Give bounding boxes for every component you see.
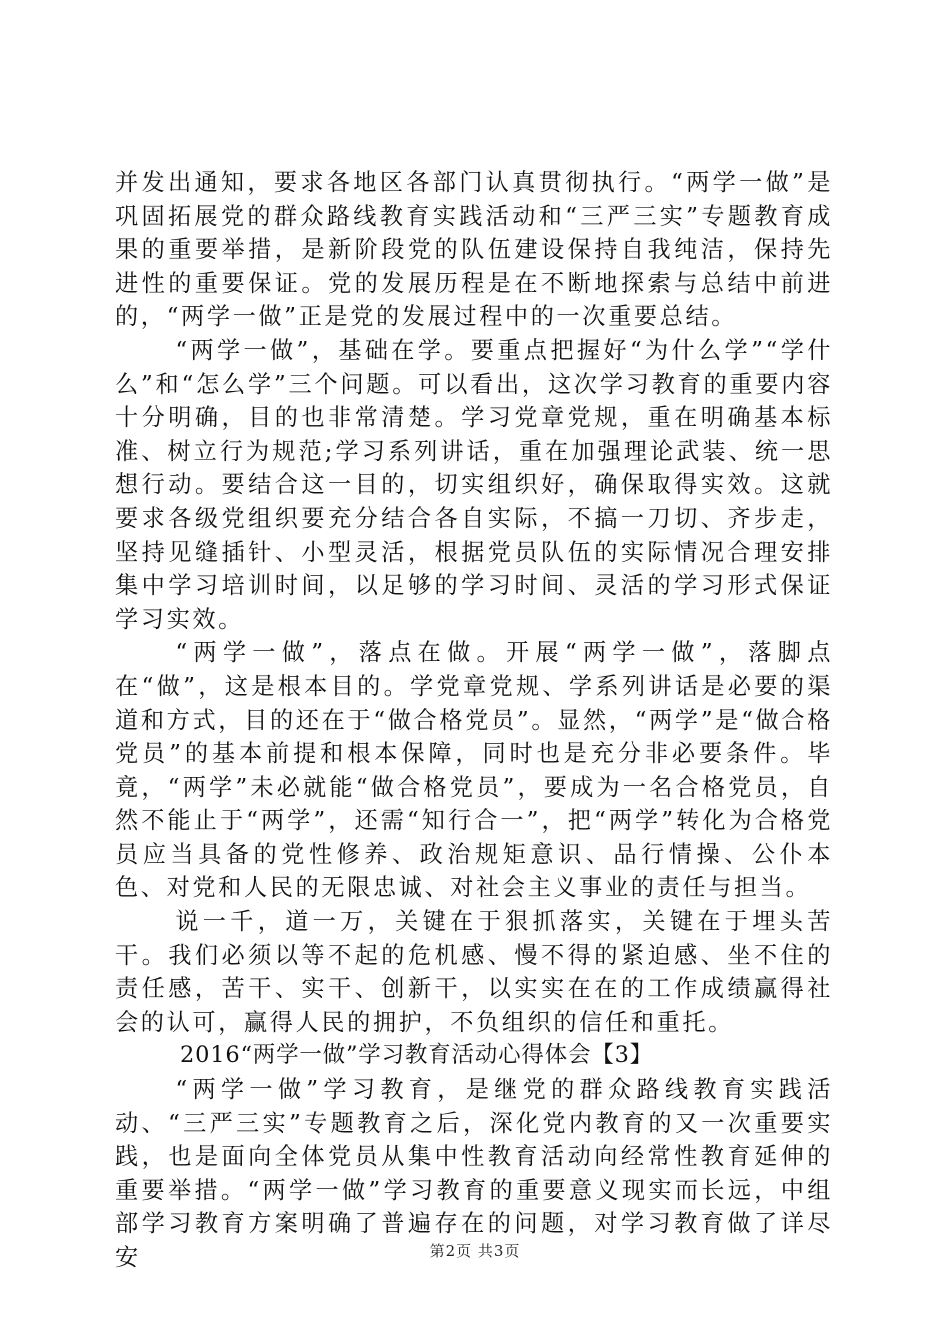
paragraph-continuation: 并发出通知，要求各地区各部门认真贯彻执行。“两学一做”是巩固拓展党的群众路线教育实践活动和“三严三实”专题教育成果的重要举措，是新阶段党的队伍建设保持自我纯洁，保持先进性的重要保证。党的发展历程是在不断地探索与总结中前进的，“两学一做”正是党的发展过程中的一次重要总结。: [115, 169, 833, 331]
paragraph-foundation-in-study: “两学一做”，基础在学。要重点把握好“为什么学”“学什么”和“怎么学”三个问题。可以看出，这次学习教育的重要内容十分明确，目的也非常清楚。学习党章党规，重在明确基本标准、树立行为规范;学习系列讲话，重在加强理论武装、统一思想行动。要结合这一目的，切实组织好，确保取得实效。这就要求各级党组织要充分结合各自实际，不搞一刀切、齐步走，坚持见缝插针、小型灵活，根据党员队伍的实际情况合理安排集中学习培训时间，以足够的学习时间、灵活的学习形式保证学习实效。: [115, 336, 833, 633]
paragraph-focus-on-doing: “两学一做”，落点在做。开展“两学一做”，落脚点在“做”，这是根本目的。学党章党规、学系列讲话是必要的渠道和方式，目的还在于“做合格党员”。显然，“两学”是“做合格党员”的基本前提和根本保障，同时也是充分非必要条件。毕竟，“两学”未必就能“做合格党员”，要成为一名合格党员，自然不能止于“两学”，还需“知行合一”，把“两学”转化为合格党员应当具备的党性修养、政治规矩意识、品行情操、公仆本色、对党和人民的无限忠诚、对社会主义事业的责任与担当。: [115, 639, 833, 902]
document-body: [115, 166, 833, 1275]
paragraph-section-3-intro: “两学一做”学习教育，是继党的群众路线教育实践活动、“三严三实”专题教育之后，深化党内教育的又一次重要实践，也是面向全体党员从集中性教育活动向经常性教育延伸的重要举措。“两学一做”学习教育的重要意义现实而长远，中组部学习教育方案明确了普遍存在的问题，对学习教育做了详尽安: [115, 1076, 833, 1271]
page-footer: 第2页 共3页: [429, 1242, 521, 1260]
section-heading: 2016“两学一做”学习教育活动心得体会【3】: [180, 1042, 653, 1069]
paragraph-implementation: 说一千，道一万，关键在于狠抓落实，关键在于埋头苦干。我们必须以等不起的危机感、慢不得的紧迫感、坐不住的责任感，苦干、实干、创新干，以实实在在的工作成绩赢得社会的认可，赢得人民的拥护，不负组织的信任和重托。: [115, 908, 833, 1036]
